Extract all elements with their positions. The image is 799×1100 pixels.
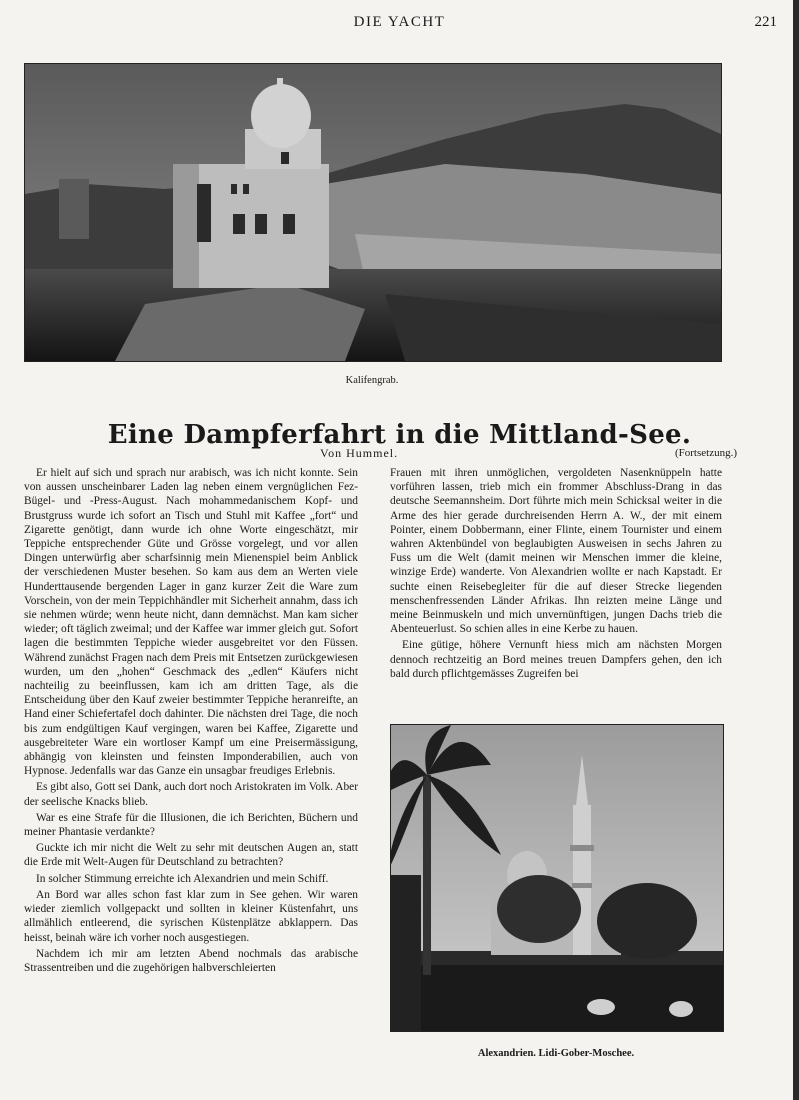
- photo-caliph-tomb: [24, 63, 722, 362]
- page-edge-shadow: [793, 0, 799, 1100]
- paragraph: Es gibt also, Gott sei Dank, auch dort noch Aristokraten im Volk. Aber der seelische Knacks blieb.: [24, 781, 358, 808]
- left-column: [24, 466, 358, 975]
- paragraph: Guckte ich mir nicht die Welt zu sehr mit deutschen Augen an, statt die Erde mit Welt-Augen für Deutschland zu betrachten?: [24, 842, 358, 869]
- article-byline: Von Hummel.: [320, 446, 399, 460]
- paragraph: Er hielt auf sich und sprach nur arabisch, was ich nicht konnte. Sein von aussen unscheinbarer Laden lag neben einem vergnüglichen Fez-Bügel- und -Press-August. Nach mohammedanischem Kopf- und Brustgruss wurde ich sofort an Tisch und Stuhl mit Kaffee „fort“ und Zigarette genötigt, dann wurde ich ohne Worte eingeschätzt, mir Teppiche entsprechender Güte und Grösse vorgelegt, und vor allen Dingen unterwürfig aber scharfsinnig mein Mienenspiel beim Anblick der verschiedenen Muster besehen. So kam aus dem an Werten viele Hunderttausende bergenden Lager in ganz kurzer Zeit die Ware zum Vorschein, von der mein Teppichhändler mit Sicherheit annahm, dass ich sie nehmen würde; wenn heute nicht, dann demnächst. Man kam sicher wieder; oft täglich zweimal; und der Kaffee war immer gleich gut. Sofort lagen die bestimmten Teppiche wieder ausgebreitet vor den Füssen. Während zunächst Fragen nach dem Preis mit Entsetzen zurückgewiesen wurden, um den „hohen“ Geschmack des „edlen“ Käufers nicht nachteilig zu beeinflussen, kam ich am dritten Tage, als die Entscheidung über den Kauf zweier bestimmter Teppiche heranreifte, an Hand einer Schiefertafel doch dahinter. Die nächsten drei Tage, die noch bis zum endgültigen Kauf vergingen, waren bei Kaffee, Zigarette und ausgebreiteter Ware ein wortloser Kampf um eine Preisermässigung, abhängig von kleinsten und feinsten Imponderabilien, auch von Hypnose. Jedenfalls war das Ganze ein unsagbar freudiges Erlebnis.: [24, 467, 358, 778]
- running-title: DIE YACHT: [353, 14, 446, 30]
- right-column: [390, 466, 722, 681]
- article-title: Eine Dampferfahrt in die Mittland-See.: [107, 420, 692, 450]
- caption-mosque: Alexandrien. Lidi-Gober-Moschee.: [477, 1048, 635, 1059]
- caption-caliph-tomb: Kalifengrab.: [345, 375, 399, 386]
- paragraph: Nachdem ich mir am letzten Abend nochmals das arabische Strassentreiben und die zugehörigen halbverschleierten: [24, 947, 358, 974]
- continuation-note: (Fortsetzung.): [674, 447, 737, 459]
- paragraph: Eine gütige, höhere Vernunft hiess mich am nächsten Morgen dennoch rechtzeitig an Bord meines treuen Dampfers gehen, den ich bald durch pflichtgemässes Zugreifen bei: [390, 639, 722, 680]
- photo-mosque: [390, 724, 724, 1032]
- paragraph: Frauen mit ihren unmöglichen, vergoldeten Nasenknüppeln hatte vorführen lassen, trieb mich ein frommer Abschluss-Drang in das deutsche Seemannsheim. Dort führte mich mein Schicksal weiter in die Arme des hier gerade durchreisenden Herrn A. W., der mit einem Pointer, einem Dobbermann, einer Flinte, einem Tournister und einem wahren Aktenbündel von beglaubigten Ausweisen in sechs Jahren zu Fuss um die Welt (damit meinen wir Menschen immer die kleine, winzige Erde) wanderte. Von Alexandrien wollte er nach Kapstadt. Er suchte einen Reisebegleiter für die auf dieser Strecke liegenden menschenfressenden Länder Afrikas. Ihn reizten meine Länge und meine Beinmuskeln und mich unvernünftigen, jungen Dachs trieb die Abenteuerlust. So schien alles in eine Kerbe zu hauen.: [390, 467, 722, 636]
- paragraph: In solcher Stimmung erreichte ich Alexandrien und mein Schiff.: [36, 872, 329, 885]
- page-number: 221: [754, 14, 777, 30]
- photo-mosque-image: [391, 725, 723, 1031]
- paragraph: An Bord war alles schon fast klar zum in See gehen. Wir waren wieder ziemlich vollgepackt und sollten in kleiner Küstenfahrt, uns allmählich entleerend, die syrischen Küstenplätze abklappern. Das heisst, beinah wäre ich vorher noch ausgestiegen.: [24, 888, 358, 944]
- photo-caliph-tomb-image: [25, 64, 721, 361]
- paragraph: War es eine Strafe für die Illusionen, die ich Berichten, Büchern und meiner Phantasie verdankte?: [24, 811, 358, 839]
